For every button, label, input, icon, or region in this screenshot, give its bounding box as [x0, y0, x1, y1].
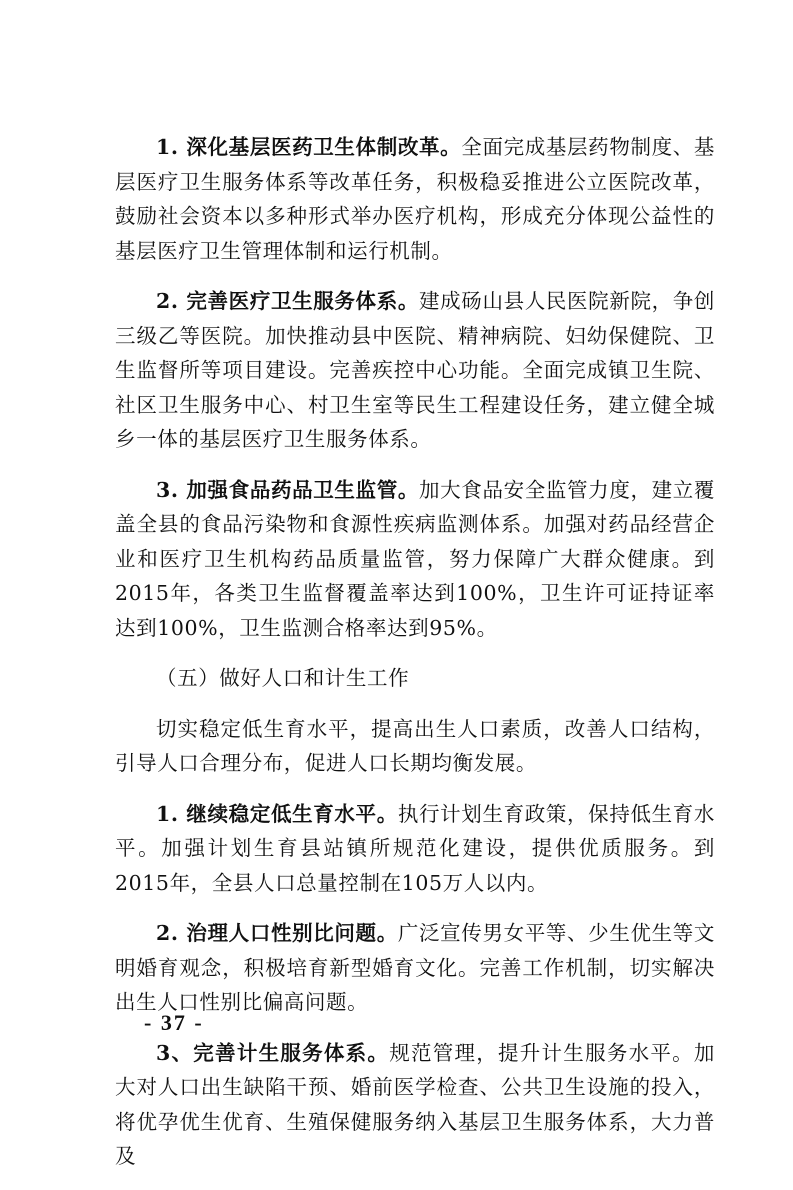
section-intro: 切实稳定低生育水平，提高出生人口素质，改善人口结构，引导人口合理分布，促进人口长期均衡发展。: [115, 716, 715, 775]
paragraph-heading: 2. 完善医疗卫生服务体系。: [156, 289, 419, 313]
paragraph-text: 建成砀山县人民医院新院，争创三级乙等医院。加快推动县中医院、精神病院、妇幼保健院、卫生监督所等项目建设。完善疾控中心功能。全面完成镇卫生院、社区卫生服务中心、村卫生室等民生工程建设任务，建立健全城乡一体的基层医疗卫生服务体系。: [115, 289, 716, 451]
paragraph-heading: 1. 深化基层医药卫生体制改革。: [156, 135, 462, 159]
page-body: [115, 130, 715, 1190]
paragraph-sex-ratio: [115, 916, 715, 1020]
paragraph-heading: 2. 治理人口性别比问题。: [156, 921, 398, 945]
paragraph-text: 全面完成基层药物制度、基层医疗卫生服务体系等改革任务，积极稳妥推进公立医院改革，鼓励社会资本以多种形式举办医疗机构，形成充分体现公益性的基层医疗卫生管理体制和运行机制。: [115, 135, 716, 263]
paragraph-heading: 3. 加强食品药品卫生监管。: [156, 477, 419, 502]
paragraph-family-planning: [115, 1036, 715, 1174]
page-number: - 37 -: [144, 1010, 204, 1035]
section-title: （五）做好人口和计生工作: [156, 666, 410, 690]
paragraph-birth-level: [115, 797, 715, 901]
paragraph-reform: [115, 130, 715, 268]
paragraph-text: 执行计划生育政策，保持低生育水平。加强计划生育县站镇所规范化建设，提供优质服务。到2015年，全县人口总量控制在105万人以内。: [115, 801, 716, 895]
paragraph-text: 加大食品安全监管力度，建立覆盖全县的食品污染物和食源性疾病监测体系。加强对药品经营企业和医疗卫生机构药品质量监管，努力保障广大群众健康。到2015年，各类卫生监督覆盖率达到100%，卫生许可证持证率达到100%，卫生监测合格率达到95%。: [115, 477, 716, 640]
paragraph-heading: 3、完善计生服务体系。: [156, 1040, 390, 1065]
paragraph-text: 规范管理，提升计生服务水平。加大对人口出生缺陷干预、婚前医学检查、公共卫生设施的投入，将优孕优生优育、生殖保健服务纳入基层卫生服务体系，大力普及: [115, 1040, 715, 1168]
paragraph-food-drug: [115, 473, 715, 646]
paragraph-text: 广泛宣传男女平等、少生优生等文明婚育观念，积极培育新型婚育文化。完善工作机制，切实解决出生人口性别比偏高问题。: [115, 921, 716, 1014]
paragraph-heading: 1. 继续稳定低生育水平。: [156, 801, 398, 826]
paragraph-medical-service: [115, 284, 715, 457]
